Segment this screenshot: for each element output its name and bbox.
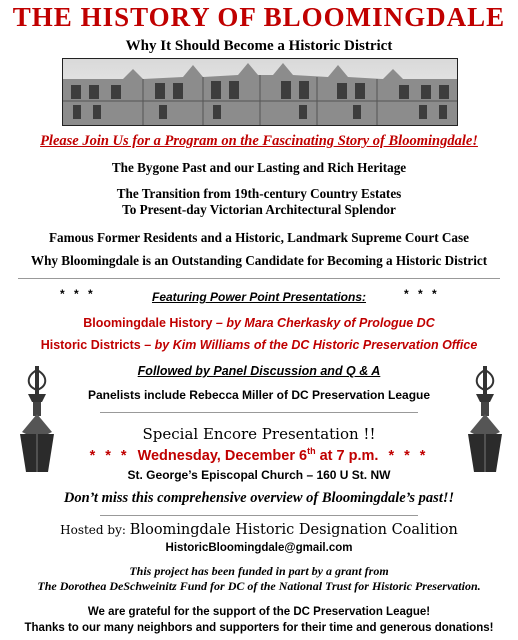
presentation-2-speaker: – by Kim Williams of the DC Historic Preservation Office <box>144 338 478 352</box>
thanks-line-2: Thanks to our many neighbors and supporters for their time and generous donations! <box>24 622 494 634</box>
host-email: HistoricBloomingdale@gmail.com <box>165 542 353 554</box>
divider <box>100 515 418 516</box>
event-date-suffix: th <box>307 446 316 456</box>
encore-heading: Special Encore Presentation !! <box>142 425 376 443</box>
topic-line: The Bygone Past and our Lasting and Rich Heritage <box>111 160 407 175</box>
presentation-2-topic: Historic Districts <box>40 338 141 352</box>
page-subtitle: Why It Should Become a Historic District <box>125 38 393 54</box>
host-organization: Bloomingdale Historic Designation Coalition <box>129 522 458 538</box>
event-time: at 7 p.m. <box>315 447 379 464</box>
topic-line: The Transition from 19th-century Country Estates <box>116 186 402 201</box>
host-label: Hosted by: <box>60 523 126 537</box>
rowhouse-banner-image <box>62 58 458 126</box>
presentation-1-speaker: – by Mara Cherkasky of Prologue DC <box>215 316 435 330</box>
presentation-1-topic: Bloomingdale History <box>83 316 213 330</box>
presentation-1 <box>0 316 518 330</box>
featuring-heading: Featuring Power Point Presentations: <box>151 290 367 304</box>
stars-right: * * * <box>388 447 429 464</box>
topic-line: Why Bloomingdale is an Outstanding Candidate for Becoming a Historic District <box>30 253 488 268</box>
stars-right: * * * <box>404 287 440 301</box>
grant-line-1: This project has been funded in part by a grant from <box>129 564 389 578</box>
stars-left: * * * <box>89 447 130 464</box>
page-title: THE HISTORY OF BLOOMINGDALE <box>12 2 506 32</box>
panel-discussion: Followed by Panel Discussion and Q & A <box>137 364 381 378</box>
invitation-heading: Please Join Us for a Program on the Fascinating Story of Bloomingdale! <box>40 133 478 149</box>
topic-line: Famous Former Residents and a Historic, Landmark Supreme Court Case <box>48 230 470 245</box>
grant-line-2: The Dorothea DeSchweinitz Fund for DC of the National Trust for Historic Preservation. <box>37 579 481 593</box>
divider <box>18 278 500 279</box>
topic-line: To Present-day Victorian Architectural Splendor <box>122 202 396 217</box>
dont-miss-line: Don’t miss this comprehensive overview of Bloomingdale’s past!! <box>63 490 455 506</box>
stars-left: * * * <box>60 287 96 301</box>
panelists: Panelists include Rebecca Miller of DC Preservation League <box>87 388 431 402</box>
event-date-main: Wednesday, December 6 <box>137 447 308 464</box>
divider <box>100 412 418 413</box>
thanks-line-1: We are grateful for the support of the DC Preservation League! <box>87 606 431 618</box>
host-line <box>0 521 518 538</box>
event-date <box>0 446 518 464</box>
event-location: St. George’s Episcopal Church – 160 U St. NW <box>127 468 391 482</box>
presentation-2 <box>0 338 518 352</box>
